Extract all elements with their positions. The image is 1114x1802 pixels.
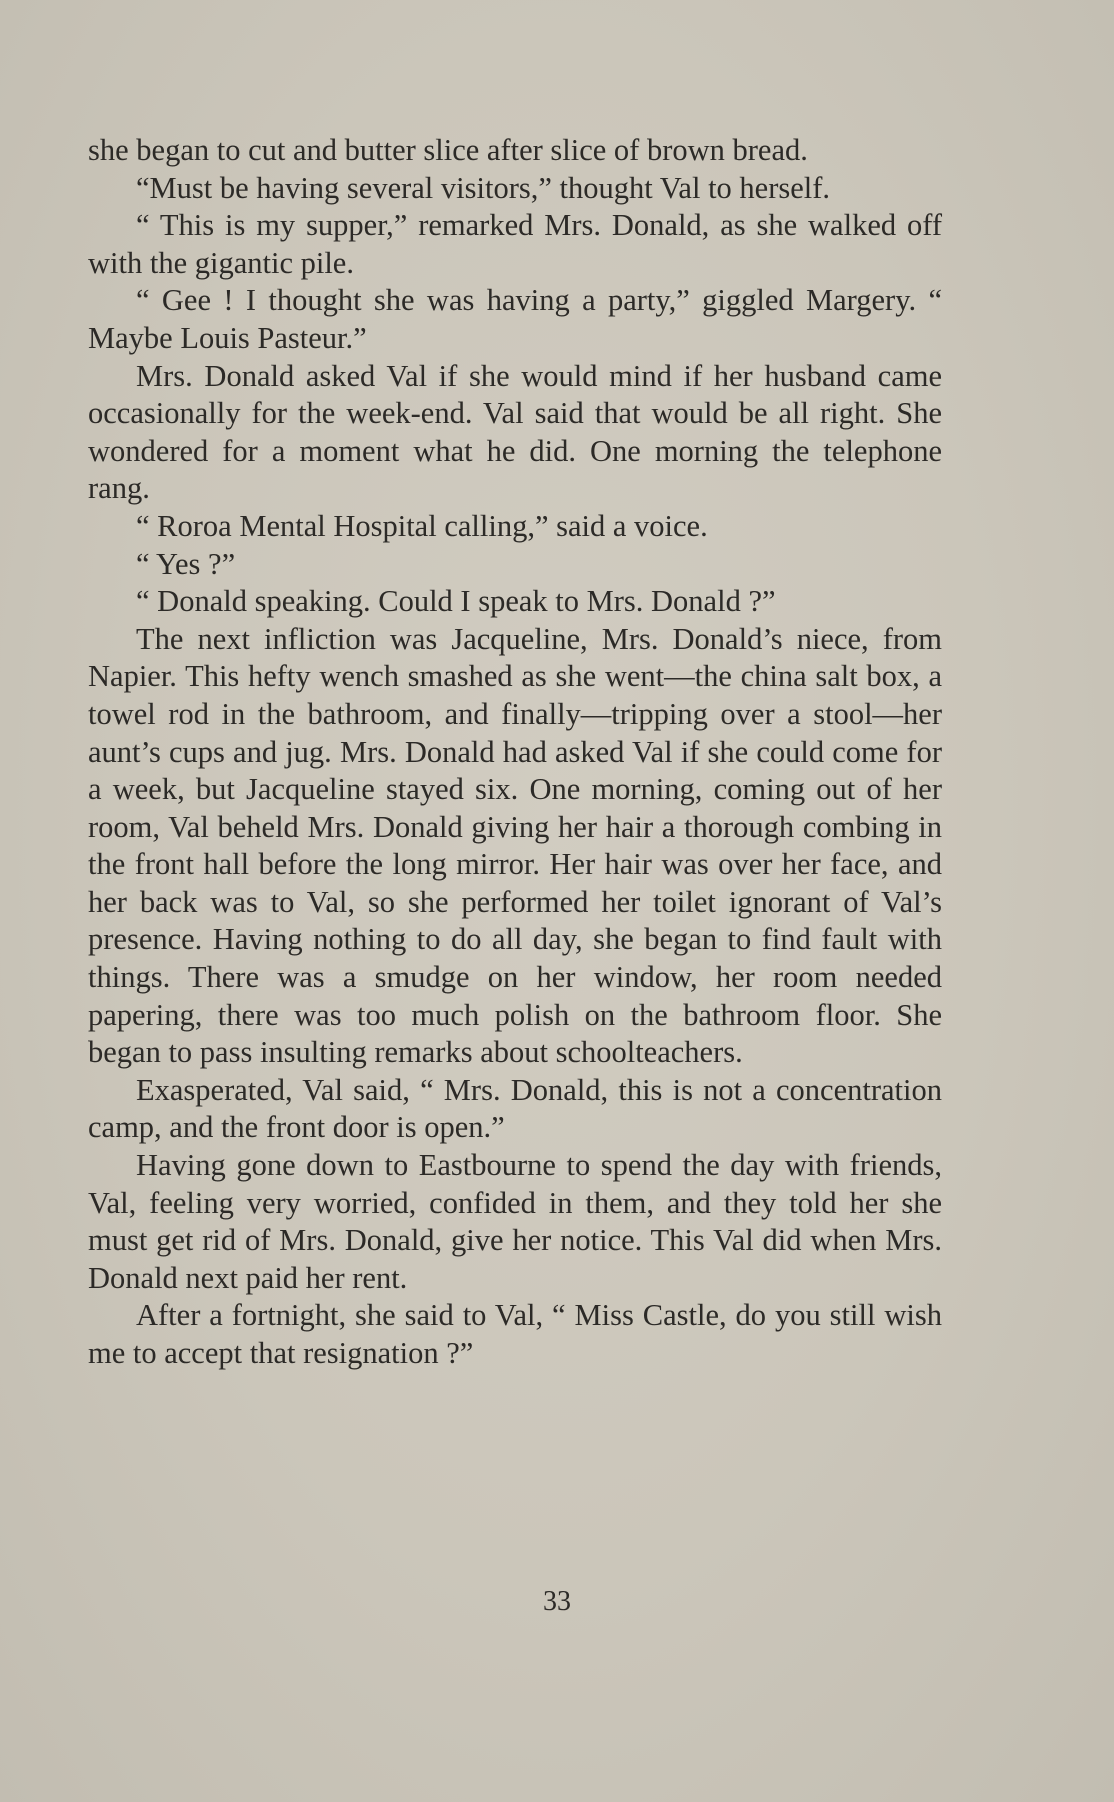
paragraph-continuation: she began to cut and butter slice after slice of brown bread. [88,133,808,167]
paragraph: “ Gee ! I thought she was having a party,” giggled Margery. “ Maybe Louis Pasteur.” [88,283,942,355]
paragraph: “Must be having several visitors,” thought Val to herself. [136,170,831,205]
body-text [88,132,942,1373]
paragraph: The next infliction was Jacqueline, Mrs. Donald’s niece, from Napier. This hefty wench smashed as she went—the china salt box, a towel rod in the bathroom, and finally—tripping over a stool—her aunt’s cups and jug. Mrs. Donald had asked Val if she could come for a week, but Jacqueline stayed six. One morning, coming out of her room, Val beheld Mrs. Donald giving her hair a thorough combing in the front hall before the long mirror. Her hair was over her face, and her back was to Val, so she performed her toilet ignorant of Val’s presence. Having nothing to do all day, she began to find fault with things. There was a smudge on her window, her room needed papering, there was too much polish on the bathroom floor. She began to pass insulting remarks about schoolteachers. [88,621,942,1070]
paragraph: After a fortnight, she said to Val, “ Miss Castle, do you still wish me to accept that resignation ?” [88,1298,942,1370]
paragraph: Mrs. Donald asked Val if she would mind if her husband came occasionally for the week-end. Val said that would be all right. She wondered for a moment what he did. One morning the telephone rang. [88,358,942,506]
paragraph: “ Roroa Mental Hospital calling,” said a voice. [136,508,708,543]
paragraph: Having gone down to Eastbourne to spend the day with friends, Val, feeling very worried, confided in them, and they told her she must get rid of Mrs. Donald, give her notice. This Val did when Mrs. Donald next paid her rent. [88,1148,942,1295]
paragraph: “ Donald speaking. Could I speak to Mrs. Donald ?” [136,584,776,619]
paragraph: “ This is my supper,” remarked Mrs. Donald, as she walked off with the gigantic pile. [88,208,942,280]
paragraph: “ Yes ?” [136,546,236,581]
paragraph: Exasperated, Val said, “ Mrs. Donald, this is not a concentration camp, and the front door is open.” [88,1072,942,1145]
page-number: 33 [543,1586,571,1617]
